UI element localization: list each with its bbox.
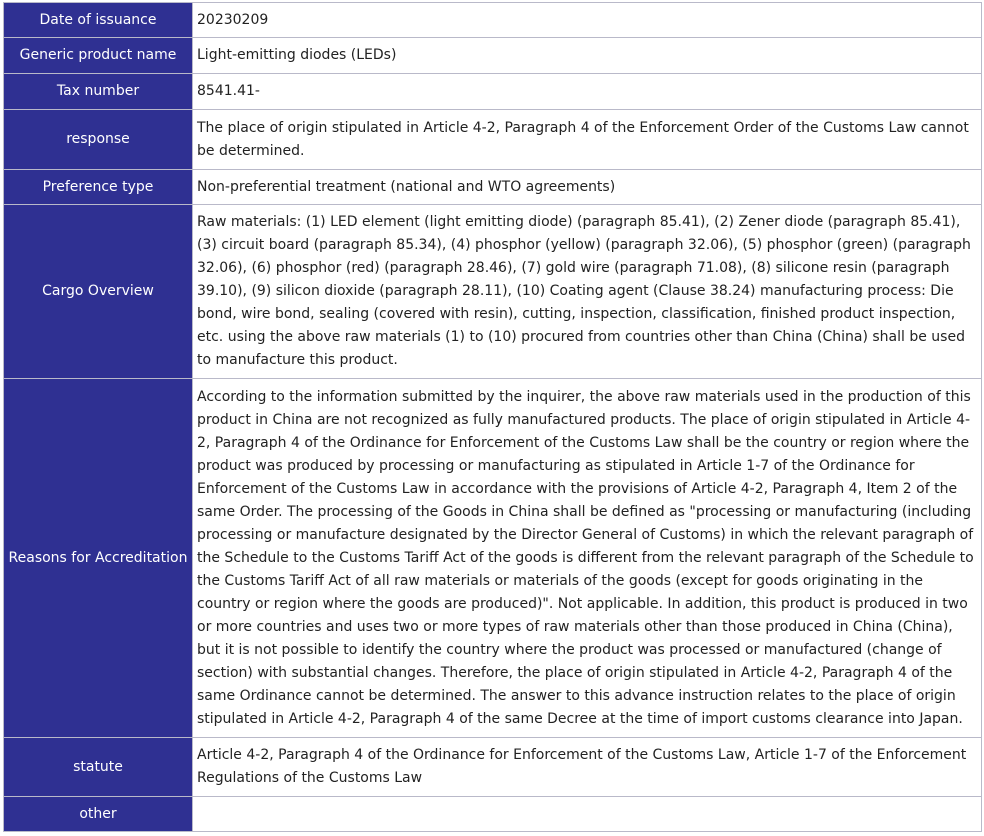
value-cargo-overview: Raw materials: (1) LED element (light emitting diode) (paragraph 85.41), (2) Zener diode (paragraph 85.41), (3) circuit board (paragraph 85.34), (4) phosphor (yellow) (paragraph 32.06), (5) phosphor (green) (paragraph 32.06), (6) phosphor (red) (paragraph 28.46), (7) gold wire (paragraph 71.08), (8) silicone resin (paragraph 39.10), (9) silicon dioxide (paragraph 28.11), (10) Coating agent (Clause 38.24) manufacturing process: Die bond, wire bond, sealing (covered with resin), cutting, inspection, classification, finished product inspection, etc. using the above raw materials (1) to (10) procured from countries other than China (China) shall be used to manufacture this product. bbox=[193, 205, 982, 379]
value-reasons-for-accreditation: According to the information submitted by the inquirer, the above raw materials used in the production of this product in China are not recognized as fully manufactured products. The place of origin stipulated in Article 4-2, Paragraph 4 of the Ordinance for Enforcement of the Customs Law shall be the country or region where the product was produced by processing or manufacturing as stipulated in Article 1-7 of the Ordinance for Enforcement of the Customs Law in accordance with the provisions of Article 4-2, Paragraph 4, Item 2 of the same Order. The processing of the Goods in China shall be defined as "processing or manufacturing (including processing or manufacture designated by the Director General of Customs) in which the relevant paragraph of the Schedule to the Customs Tariff Act of the goods is different from the relevant paragraph of the Schedule to the Customs Tariff Act of all raw materials or materials of the goods (except for goods originating in the country or region where the goods are produced)". Not applicable. In addition, this product is produced in two or more countries and uses two or more types of raw materials other than those produced in China (China), but it is not possible to identify the country where the product was processed or manufactured (change of section) with substantial changes. Therefore, the place of origin stipulated in Article 4-2, Paragraph 4 of the same Ordinance cannot be determined. The answer to this advance instruction relates to the place of origin stipulated in Article 4-2, Paragraph 4 of the same Decree at the time of import customs clearance into Japan. bbox=[193, 379, 982, 738]
value-tax-number: 8541.41- bbox=[193, 74, 982, 110]
label-preference-type: Preference type bbox=[4, 170, 193, 205]
label-reasons-for-accreditation: Reasons for Accreditation bbox=[4, 379, 193, 738]
row-preference-type bbox=[4, 170, 982, 205]
row-tax-number bbox=[4, 74, 982, 110]
row-generic-product-name bbox=[4, 38, 982, 74]
value-preference-type: Non-preferential treatment (national and WTO agreements) bbox=[193, 170, 982, 205]
label-response: response bbox=[4, 110, 193, 170]
label-cargo-overview: Cargo Overview bbox=[4, 205, 193, 379]
row-reasons-for-accreditation bbox=[4, 379, 982, 738]
row-other bbox=[4, 797, 982, 832]
value-response: The place of origin stipulated in Article 4-2, Paragraph 4 of the Enforcement Order of the Customs Law cannot be determined. bbox=[193, 110, 982, 170]
label-statute: statute bbox=[4, 738, 193, 797]
label-other: other bbox=[4, 797, 193, 832]
row-date-of-issuance bbox=[4, 3, 982, 38]
value-statute: Article 4-2, Paragraph 4 of the Ordinance for Enforcement of the Customs Law, Article 1-7 of the Enforcement Regulations of the Customs Law bbox=[193, 738, 982, 797]
value-other bbox=[193, 797, 982, 832]
value-generic-product-name: Light-emitting diodes (LEDs) bbox=[193, 38, 982, 74]
ruling-details-table bbox=[3, 2, 982, 832]
label-tax-number: Tax number bbox=[4, 74, 193, 110]
label-date-of-issuance: Date of issuance bbox=[4, 3, 193, 38]
row-statute bbox=[4, 738, 982, 797]
row-response bbox=[4, 110, 982, 170]
value-date-of-issuance: 20230209 bbox=[193, 3, 982, 38]
label-generic-product-name: Generic product name bbox=[4, 38, 193, 74]
row-cargo-overview bbox=[4, 205, 982, 379]
